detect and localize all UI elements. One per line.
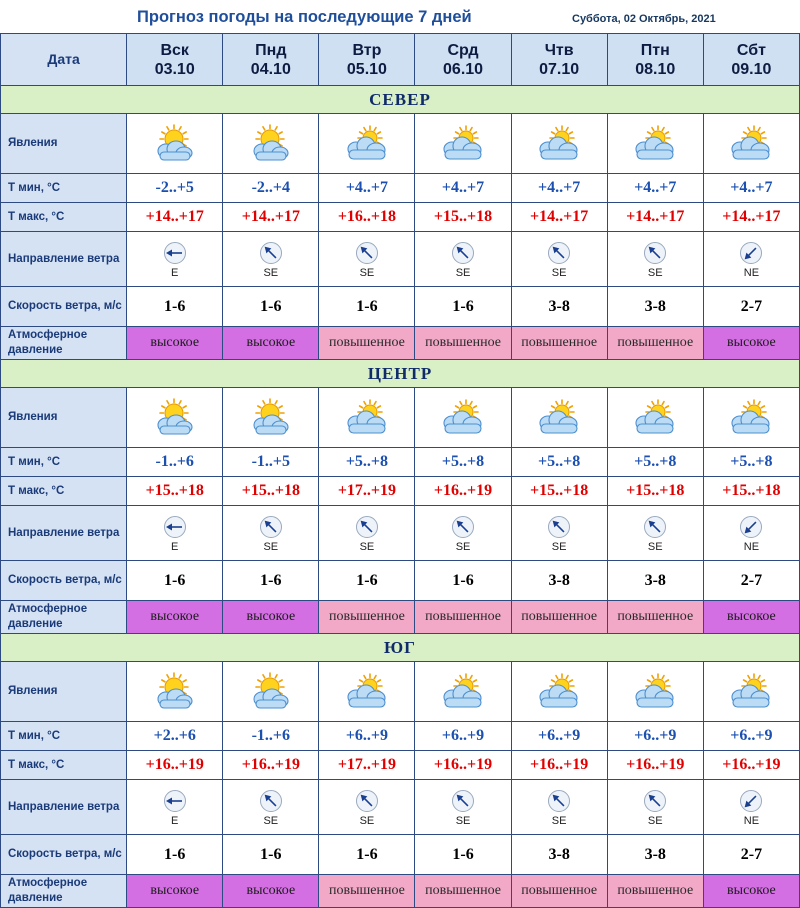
wind-arrow-icon xyxy=(163,241,187,265)
pressure-value: повышенное xyxy=(511,327,607,360)
weather-cell xyxy=(511,388,607,448)
wind-speed-value: 1-6 xyxy=(319,561,415,601)
wind-direction-label: SE xyxy=(647,540,663,553)
wind-direction-cell xyxy=(703,780,799,835)
wind-direction-cell xyxy=(703,232,799,287)
day-header xyxy=(223,34,319,86)
weather-cell xyxy=(703,114,799,174)
tmin-value: +4..+7 xyxy=(511,174,607,203)
tmax-value: +14..+17 xyxy=(607,203,703,232)
row-label-wind-speed: Скорость ветра, м/с xyxy=(1,561,127,601)
day-header xyxy=(319,34,415,86)
day-header xyxy=(607,34,703,86)
weather-cell xyxy=(319,662,415,722)
day-header xyxy=(415,34,511,86)
table-row xyxy=(1,232,800,287)
tmin-value: -1..+5 xyxy=(223,448,319,477)
wind-direction-label: NE xyxy=(743,540,760,553)
partly-cloudy-icon xyxy=(248,398,294,438)
wind-arrow-icon xyxy=(643,789,667,813)
row-label-pressure: Атмосферное давление xyxy=(1,327,127,360)
partly-cloudy-icon xyxy=(248,672,294,712)
tmax-value: +17..+19 xyxy=(319,477,415,506)
tmax-value: +16..+19 xyxy=(607,751,703,780)
table-row xyxy=(1,448,800,477)
wind-speed-value: 1-6 xyxy=(223,835,319,875)
wind-arrow-icon xyxy=(259,515,283,539)
tmax-value: +15..+18 xyxy=(415,203,511,232)
weather-cell xyxy=(415,388,511,448)
wind-speed-value: 3-8 xyxy=(511,561,607,601)
pressure-value: повышенное xyxy=(319,327,415,360)
wind-arrow-icon xyxy=(739,789,763,813)
tmax-value: +14..+17 xyxy=(127,203,223,232)
day-date: 05.10 xyxy=(346,60,387,78)
tmin-value: +4..+7 xyxy=(703,174,799,203)
partly-cloudy-icon xyxy=(152,398,198,438)
wind-direction-label: SE xyxy=(359,266,375,279)
day-header xyxy=(703,34,799,86)
cloudy-sun-icon xyxy=(728,398,774,438)
weather-cell xyxy=(415,662,511,722)
wind-direction-label: E xyxy=(171,540,179,553)
cloudy-sun-icon xyxy=(344,124,390,164)
day-date: 09.10 xyxy=(731,60,772,78)
tmax-value: +17..+19 xyxy=(319,751,415,780)
wind-arrow-icon xyxy=(259,789,283,813)
cloudy-sun-icon xyxy=(344,672,390,712)
wind-arrow-icon xyxy=(739,241,763,265)
tmin-value: +6..+9 xyxy=(703,722,799,751)
wind-speed-value: 2-7 xyxy=(703,561,799,601)
page-title: Прогноз погоды на последующие 7 дней xyxy=(137,8,472,26)
row-label-pressure: Атмосферное давление xyxy=(1,875,127,908)
table-row xyxy=(1,875,800,908)
wind-direction-label: SE xyxy=(647,814,663,827)
table-row xyxy=(1,634,800,662)
wind-direction-label: SE xyxy=(647,266,663,279)
weather-cell xyxy=(607,662,703,722)
row-label-wind-speed: Скорость ветра, м/с xyxy=(1,287,127,327)
cloudy-sun-icon xyxy=(344,398,390,438)
wind-direction-cell xyxy=(511,506,607,561)
day-name: Втр xyxy=(352,41,382,59)
wind-speed-value: 1-6 xyxy=(127,561,223,601)
partly-cloudy-icon xyxy=(152,672,198,712)
row-label-phenomena: Явления xyxy=(1,114,127,174)
wind-direction-label: SE xyxy=(263,814,279,827)
tmin-value: -2..+4 xyxy=(223,174,319,203)
wind-arrow-icon xyxy=(355,241,379,265)
pressure-value: повышенное xyxy=(415,327,511,360)
cloudy-sun-icon xyxy=(632,672,678,712)
wind-direction-label: NE xyxy=(743,266,760,279)
day-name: Вск xyxy=(160,41,189,59)
wind-speed-value: 3-8 xyxy=(607,561,703,601)
wind-speed-value: 1-6 xyxy=(127,835,223,875)
wind-arrow-icon xyxy=(259,241,283,265)
weather-cell xyxy=(223,662,319,722)
table-row xyxy=(1,477,800,506)
wind-direction-label: SE xyxy=(551,814,567,827)
tmin-value: +5..+8 xyxy=(319,448,415,477)
cloudy-sun-icon xyxy=(632,398,678,438)
table-row xyxy=(1,203,800,232)
wind-speed-value: 3-8 xyxy=(607,287,703,327)
wind-speed-value: 1-6 xyxy=(415,835,511,875)
tmax-value: +15..+18 xyxy=(127,477,223,506)
table-row xyxy=(1,174,800,203)
table-row xyxy=(1,287,800,327)
pressure-value: повышенное xyxy=(607,875,703,908)
tmax-value: +15..+18 xyxy=(703,477,799,506)
row-label-tmax: Т макс, °С xyxy=(1,477,127,506)
tmin-value: +6..+9 xyxy=(607,722,703,751)
row-label-pressure: Атмосферное давление xyxy=(1,601,127,634)
wind-speed-value: 3-8 xyxy=(511,287,607,327)
cloudy-sun-icon xyxy=(440,672,486,712)
day-name: Срд xyxy=(447,41,479,59)
wind-arrow-icon xyxy=(163,789,187,813)
wind-arrow-icon xyxy=(547,515,571,539)
weather-cell xyxy=(127,662,223,722)
wind-direction-cell xyxy=(607,506,703,561)
row-label-wind-direction: Направление ветра xyxy=(1,232,127,287)
wind-speed-value: 1-6 xyxy=(319,287,415,327)
weather-cell xyxy=(703,662,799,722)
pressure-value: повышенное xyxy=(415,601,511,634)
wind-arrow-icon xyxy=(451,789,475,813)
row-label-tmax: Т макс, °С xyxy=(1,751,127,780)
tmin-value: +5..+8 xyxy=(607,448,703,477)
tmin-value: +2..+6 xyxy=(127,722,223,751)
weather-cell xyxy=(223,114,319,174)
row-label-phenomena: Явления xyxy=(1,662,127,722)
pressure-value: повышенное xyxy=(511,875,607,908)
day-name: Пнд xyxy=(255,41,287,59)
wind-arrow-icon xyxy=(451,515,475,539)
cloudy-sun-icon xyxy=(440,398,486,438)
wind-direction-cell xyxy=(511,232,607,287)
day-name: Птн xyxy=(640,41,670,59)
region-title: ЦЕНТР xyxy=(1,360,800,388)
pressure-value: повышенное xyxy=(607,601,703,634)
weather-cell xyxy=(223,388,319,448)
tmax-value: +16..+19 xyxy=(223,751,319,780)
cloudy-sun-icon xyxy=(440,124,486,164)
day-date: 04.10 xyxy=(250,60,291,78)
wind-speed-value: 1-6 xyxy=(415,287,511,327)
wind-direction-cell xyxy=(127,232,223,287)
wind-direction-label: SE xyxy=(455,266,471,279)
wind-direction-cell xyxy=(415,780,511,835)
wind-direction-label: SE xyxy=(551,540,567,553)
wind-arrow-icon xyxy=(451,241,475,265)
tmin-value: +6..+9 xyxy=(415,722,511,751)
table-row xyxy=(1,34,800,86)
pressure-value: высокое xyxy=(223,875,319,908)
tmin-value: +4..+7 xyxy=(415,174,511,203)
cloudy-sun-icon xyxy=(536,124,582,164)
pressure-value: высокое xyxy=(127,327,223,360)
wind-direction-label: SE xyxy=(551,266,567,279)
day-date: 03.10 xyxy=(154,60,195,78)
table-row xyxy=(1,780,800,835)
pressure-value: повышенное xyxy=(415,875,511,908)
tmax-value: +14..+17 xyxy=(223,203,319,232)
wind-arrow-icon xyxy=(163,515,187,539)
weather-cell xyxy=(415,114,511,174)
wind-direction-label: SE xyxy=(263,540,279,553)
table-row xyxy=(1,388,800,448)
weather-cell xyxy=(319,114,415,174)
weather-cell xyxy=(607,114,703,174)
tmax-value: +16..+19 xyxy=(415,751,511,780)
wind-direction-cell xyxy=(319,232,415,287)
wind-arrow-icon xyxy=(355,515,379,539)
table-row xyxy=(1,114,800,174)
table-row xyxy=(1,86,800,114)
wind-direction-cell xyxy=(511,780,607,835)
day-header xyxy=(511,34,607,86)
table-row xyxy=(1,601,800,634)
wind-direction-cell xyxy=(607,780,703,835)
pressure-value: повышенное xyxy=(607,327,703,360)
row-label-tmin: Т мин, °С xyxy=(1,722,127,751)
pressure-value: повышенное xyxy=(319,875,415,908)
weather-cell xyxy=(127,114,223,174)
tmax-value: +15..+18 xyxy=(607,477,703,506)
region-title: СЕВЕР xyxy=(1,86,800,114)
wind-direction-cell xyxy=(127,780,223,835)
day-header xyxy=(127,34,223,86)
tmin-value: +4..+7 xyxy=(319,174,415,203)
tmax-value: +15..+18 xyxy=(223,477,319,506)
tmin-value: -1..+6 xyxy=(127,448,223,477)
pressure-value: высокое xyxy=(223,327,319,360)
tmax-value: +16..+19 xyxy=(511,751,607,780)
cloudy-sun-icon xyxy=(536,672,582,712)
wind-direction-cell xyxy=(223,506,319,561)
wind-direction-label: E xyxy=(171,266,179,279)
weather-cell xyxy=(703,388,799,448)
wind-direction-label: SE xyxy=(359,814,375,827)
wind-direction-label: SE xyxy=(455,814,471,827)
wind-arrow-icon xyxy=(355,789,379,813)
wind-speed-value: 1-6 xyxy=(319,835,415,875)
weather-cell xyxy=(511,662,607,722)
wind-speed-value: 1-6 xyxy=(223,287,319,327)
forecast-header xyxy=(0,0,800,33)
current-date: Суббота, 02 Октябрь, 2021 xyxy=(572,13,716,25)
tmax-value: +16..+18 xyxy=(319,203,415,232)
day-date: 07.10 xyxy=(539,60,580,78)
weather-cell xyxy=(127,388,223,448)
day-name: Чтв xyxy=(544,41,574,59)
tmin-value: +6..+9 xyxy=(511,722,607,751)
tmax-value: +16..+19 xyxy=(127,751,223,780)
tmax-value: +14..+17 xyxy=(511,203,607,232)
day-date: 06.10 xyxy=(443,60,484,78)
wind-direction-cell xyxy=(703,506,799,561)
wind-speed-value: 2-7 xyxy=(703,835,799,875)
tmin-value: +5..+8 xyxy=(703,448,799,477)
pressure-value: высокое xyxy=(223,601,319,634)
pressure-value: высокое xyxy=(127,601,223,634)
pressure-value: высокое xyxy=(703,601,799,634)
wind-direction-label: SE xyxy=(455,540,471,553)
cloudy-sun-icon xyxy=(728,672,774,712)
wind-arrow-icon xyxy=(547,241,571,265)
tmax-value: +15..+18 xyxy=(511,477,607,506)
wind-direction-cell xyxy=(223,780,319,835)
cloudy-sun-icon xyxy=(728,124,774,164)
row-label-phenomena: Явления xyxy=(1,388,127,448)
weather-cell xyxy=(319,388,415,448)
wind-direction-label: NE xyxy=(743,814,760,827)
tmin-value: +6..+9 xyxy=(319,722,415,751)
tmax-value: +16..+19 xyxy=(415,477,511,506)
wind-arrow-icon xyxy=(547,789,571,813)
wind-speed-value: 1-6 xyxy=(415,561,511,601)
table-row xyxy=(1,327,800,360)
tmin-value: +4..+7 xyxy=(607,174,703,203)
tmin-value: -2..+5 xyxy=(127,174,223,203)
wind-speed-value: 3-8 xyxy=(511,835,607,875)
table-row xyxy=(1,662,800,722)
wind-direction-cell xyxy=(319,506,415,561)
pressure-value: высокое xyxy=(703,327,799,360)
table-row xyxy=(1,561,800,601)
row-label-wind-speed: Скорость ветра, м/с xyxy=(1,835,127,875)
wind-direction-cell xyxy=(415,506,511,561)
region-title: ЮГ xyxy=(1,634,800,662)
wind-direction-cell xyxy=(127,506,223,561)
day-date: 08.10 xyxy=(635,60,676,78)
wind-direction-cell xyxy=(319,780,415,835)
forecast-table xyxy=(0,33,800,908)
weather-cell xyxy=(607,388,703,448)
tmax-value: +16..+19 xyxy=(703,751,799,780)
cloudy-sun-icon xyxy=(536,398,582,438)
table-row xyxy=(1,506,800,561)
row-label-tmin: Т мин, °С xyxy=(1,174,127,203)
wind-direction-cell xyxy=(607,232,703,287)
tmin-value: +5..+8 xyxy=(511,448,607,477)
wind-speed-value: 1-6 xyxy=(223,561,319,601)
pressure-value: высокое xyxy=(127,875,223,908)
wind-arrow-icon xyxy=(643,241,667,265)
table-row xyxy=(1,722,800,751)
tmin-value: +5..+8 xyxy=(415,448,511,477)
partly-cloudy-icon xyxy=(248,124,294,164)
wind-direction-label: SE xyxy=(263,266,279,279)
date-header-label: Дата xyxy=(1,34,127,86)
row-label-wind-direction: Направление ветра xyxy=(1,780,127,835)
tmin-value: -1..+6 xyxy=(223,722,319,751)
cloudy-sun-icon xyxy=(632,124,678,164)
row-label-wind-direction: Направление ветра xyxy=(1,506,127,561)
wind-arrow-icon xyxy=(739,515,763,539)
wind-direction-label: E xyxy=(171,814,179,827)
partly-cloudy-icon xyxy=(152,124,198,164)
wind-speed-value: 1-6 xyxy=(127,287,223,327)
pressure-value: повышенное xyxy=(319,601,415,634)
table-row xyxy=(1,360,800,388)
tmax-value: +14..+17 xyxy=(703,203,799,232)
row-label-tmin: Т мин, °С xyxy=(1,448,127,477)
day-name: Сбт xyxy=(736,41,766,59)
wind-direction-cell xyxy=(223,232,319,287)
wind-speed-value: 3-8 xyxy=(607,835,703,875)
wind-arrow-icon xyxy=(643,515,667,539)
table-row xyxy=(1,835,800,875)
table-row xyxy=(1,751,800,780)
wind-speed-value: 2-7 xyxy=(703,287,799,327)
pressure-value: повышенное xyxy=(511,601,607,634)
row-label-tmax: Т макс, °С xyxy=(1,203,127,232)
pressure-value: высокое xyxy=(703,875,799,908)
weather-cell xyxy=(511,114,607,174)
wind-direction-cell xyxy=(415,232,511,287)
wind-direction-label: SE xyxy=(359,540,375,553)
